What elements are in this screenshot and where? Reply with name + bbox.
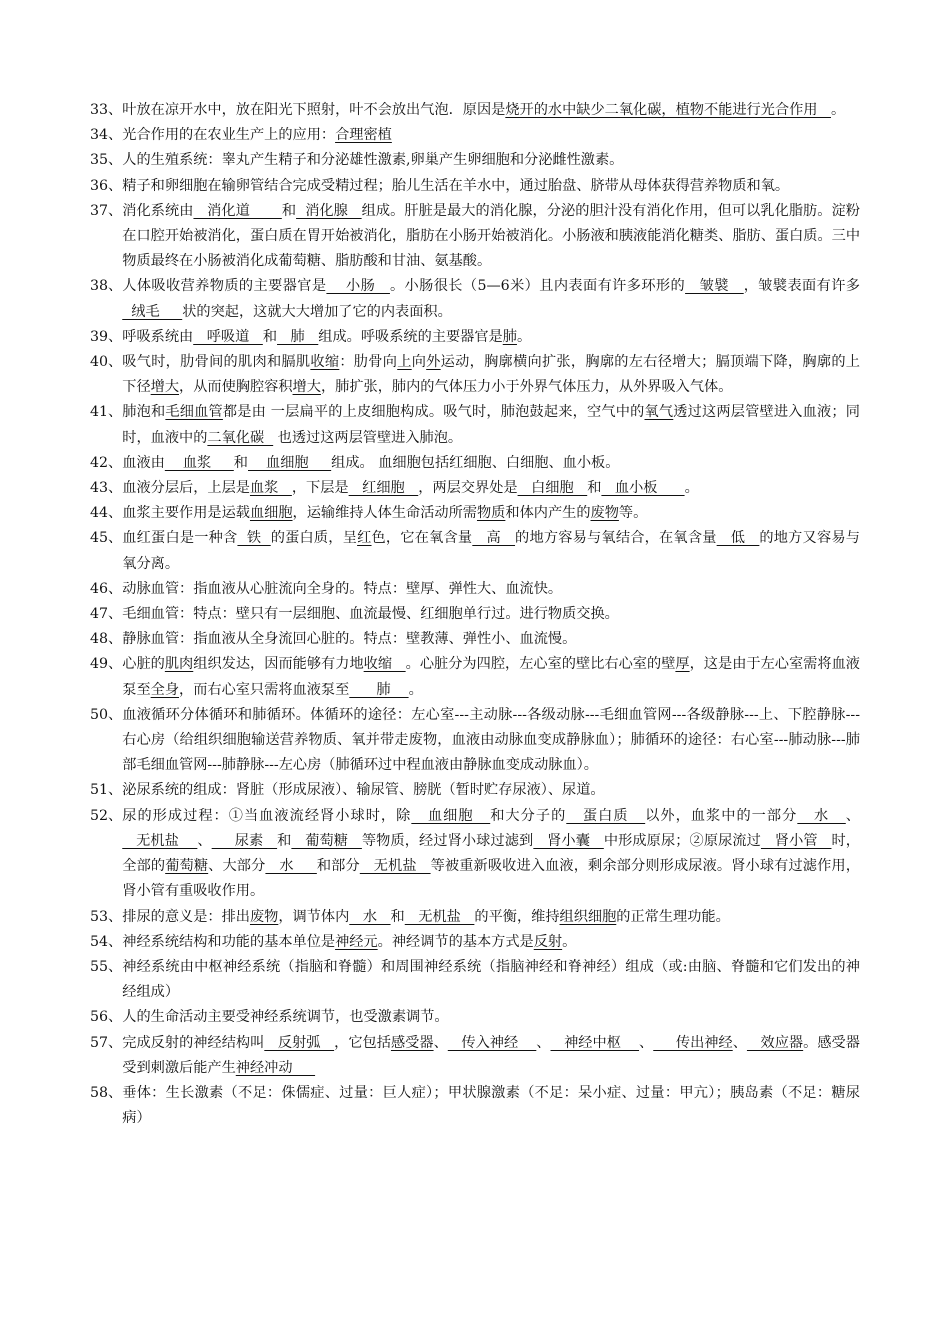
- text-segment: 。: [684, 480, 699, 497]
- item-text: [122, 955, 860, 1005]
- list-item: [90, 476, 860, 501]
- text-segment: ，两层交界处是: [418, 480, 518, 497]
- item-number: 53、: [90, 908, 123, 925]
- underlined-answer: 水: [349, 908, 391, 925]
- text-segment: 和大分子的: [490, 807, 567, 824]
- item-text: [122, 350, 860, 400]
- list-item: [90, 1031, 860, 1081]
- item-text: [122, 577, 860, 602]
- list-item: [90, 350, 860, 400]
- list-item: [90, 627, 860, 652]
- list-item: [90, 325, 860, 350]
- item-text: [122, 476, 860, 501]
- text-segment: 人的生命活动主要受神经系统调节，也受激素调节。: [122, 1009, 449, 1026]
- item-number: 43、: [90, 480, 123, 497]
- text-segment: 动脉血管：指血液从心脏流向全身的。特点：壁厚、弹性大、血流快。: [122, 580, 563, 597]
- text-segment: ，从而使胸腔容积: [179, 379, 293, 396]
- underlined-answer: 低: [716, 530, 760, 547]
- list-item: [90, 703, 860, 779]
- text-segment: 毛细血管：特点：壁只有一层细胞、血流最慢、红细胞单行过。进行物质交换。: [122, 606, 619, 623]
- item-number: 51、: [90, 782, 123, 799]
- text-segment: 时，全部的: [122, 832, 860, 875]
- text-segment: 等被重新吸收进入血液，剩余部分则形成尿液。肾小球有过滤作用，肾小管有重吸收作用。: [122, 858, 860, 900]
- item-text: [122, 174, 860, 199]
- underlined-answer: 厚: [675, 656, 690, 673]
- item-number: 50、: [90, 706, 123, 723]
- text-segment: 。小肠很长（5—6米）且内表面有许多环形的: [389, 278, 686, 295]
- underlined-answer: 传入神经: [447, 1034, 537, 1051]
- text-segment: 运动，胸廓横向扩张，胸廓的左右径增大；膈顶端下降，胸廓的上下径: [122, 354, 860, 396]
- text-segment: 。神经调节的基本方式是: [377, 933, 534, 950]
- item-number: 48、: [90, 631, 123, 648]
- underlined-answer: 肺: [349, 681, 409, 698]
- list-item: [90, 955, 860, 1005]
- underlined-answer: 水: [265, 858, 317, 875]
- underlined-answer: 血细胞: [248, 454, 332, 471]
- text-segment: 和: [277, 832, 292, 849]
- underlined-answer: 血浆: [164, 454, 234, 471]
- underlined-answer: 神经中枢: [550, 1034, 640, 1051]
- item-number: 47、: [90, 606, 123, 623]
- item-number: 38、: [90, 278, 123, 295]
- underlined-answer: 无机盐: [404, 908, 475, 925]
- text-segment: 等。: [618, 505, 648, 522]
- underlined-answer: 增大: [292, 379, 321, 396]
- underlined-answer: 皱襞: [685, 278, 744, 295]
- underlined-answer: 增大: [150, 379, 180, 396]
- list-item: [90, 123, 860, 148]
- item-text: [122, 602, 860, 627]
- underlined-answer: 无机盐: [359, 858, 431, 875]
- underlined-answer: 合理密植: [335, 127, 392, 144]
- underlined-answer: 肺: [502, 328, 517, 345]
- text-segment: 。心脏分为四腔，左心室的壁比右心室的壁: [405, 656, 676, 673]
- text-segment: 泌尿系统的组成：肾脏（形成尿液）、输尿管、膀胱（暂时贮存尿液）、尿道。: [122, 782, 605, 799]
- item-number: 56、: [90, 1009, 123, 1026]
- text-segment: 组成。肝脏是最大的消化腺，分泌的胆汁没有消化作用，但可以乳化脂肪。淀粉在口腔开始被消化，蛋白质在胃开始被消化，脂肪在小肠开始被消化。小肠液和胰液能消化糖类、脂肪、蛋白质。三中物质最终在小肠被消化成葡萄糖、脂肪酸和甘油、氨基酸。: [122, 202, 861, 270]
- item-number: 54、: [90, 933, 123, 950]
- text-segment: 、: [732, 1034, 747, 1051]
- text-segment: ，而右心室只需将血液泵至: [179, 681, 350, 698]
- underlined-answer: 绒毛: [122, 303, 183, 320]
- text-segment: 、: [536, 1034, 551, 1051]
- item-text: [122, 274, 860, 324]
- text-segment: 血液循环分体循环和肺循环。体循环的途径：左心室---主动脉---各级动脉---毛细血管网---各级静脉---上、下腔静脉---右心房（给组织细胞输送营养物质、氧并带走废物，血液由动脉血变成静脉血）；肺循环的途径：右心室---肺动脉---肺部毛细血管网---肺静脉---左心房（肺循环过中程血液由静脉血变成动脉血）。: [122, 706, 860, 774]
- text-segment: 。: [562, 933, 577, 950]
- text-segment: 。: [408, 681, 423, 698]
- text-segment: 的正常生理功能。: [616, 908, 730, 925]
- document-page: [90, 98, 860, 1131]
- text-segment: 和: [587, 480, 602, 497]
- text-segment: ，肺扩张，肺内的气体压力小于外界气体压力，从外界吸入气体。: [320, 379, 733, 396]
- text-segment: 、大部分: [208, 858, 266, 875]
- text-segment: ：肋骨向: [339, 354, 398, 371]
- text-segment: ，这是由于左心室需将血液泵至: [122, 656, 860, 698]
- item-number: 52、: [90, 807, 123, 824]
- list-item: [90, 98, 860, 123]
- item-number: 36、: [90, 177, 123, 194]
- underlined-answer: 反射: [533, 933, 563, 950]
- item-number: 45、: [90, 530, 123, 547]
- item-text: [122, 400, 860, 450]
- text-segment: 、: [433, 1034, 448, 1051]
- text-segment: 垂体：生长激素（不足：侏儒症、过量：巨人症）；甲状腺激素（不足：呆小症、过量：甲亢）；胰岛素（不足：糖尿病）: [122, 1084, 860, 1127]
- underlined-answer: 血细胞: [249, 505, 293, 522]
- underlined-answer: 铁: [237, 530, 271, 547]
- item-text: [122, 804, 860, 905]
- underlined-answer: 呼吸道: [193, 328, 263, 345]
- underlined-answer: 葡萄糖: [165, 858, 209, 875]
- item-number: 49、: [90, 656, 123, 673]
- item-text: [122, 148, 860, 173]
- text-segment: 的平衡，维持: [474, 908, 560, 925]
- list-item: [90, 905, 860, 930]
- text-segment: 人体吸收营养物质的主要器官是: [122, 278, 327, 295]
- list-item: [90, 804, 860, 905]
- text-segment: 也透过这两层管壁进入肺泡。: [273, 429, 463, 446]
- list-item: [90, 778, 860, 803]
- underlined-answer: 氧气: [644, 404, 674, 421]
- text-segment: 和: [262, 328, 278, 345]
- text-segment: 色，它在氧含量: [371, 530, 473, 547]
- text-segment: 尿的形成过程：①当血液流经肾小球时，除: [122, 807, 412, 824]
- item-text: [122, 123, 860, 148]
- item-text: [122, 501, 860, 526]
- underlined-answer: 烧开的水中缺少二氧化碳，植物不能进行光合作用: [505, 102, 831, 118]
- underlined-answer: 血浆: [249, 480, 292, 497]
- underlined-answer: 毛细血管: [165, 404, 223, 421]
- list-item: [90, 577, 860, 602]
- item-text: [122, 627, 860, 652]
- text-segment: 的地方又容易与氧分离。: [122, 530, 860, 572]
- text-segment: 组成。 血细胞包括红细胞、白细胞、血小板。: [331, 454, 620, 471]
- list-item: [90, 1005, 860, 1030]
- text-segment: 精子和卵细胞在输卵管结合完成受精过程；胎儿生活在羊水中，通过胎盘、脐带从母体获得营养物质和氧。: [122, 177, 790, 194]
- underlined-answer: 肌肉: [164, 656, 194, 673]
- item-text: [122, 451, 860, 476]
- item-number: 44、: [90, 505, 123, 522]
- underlined-answer: 二氧化碳: [207, 429, 274, 446]
- underlined-answer: 感受器: [390, 1034, 434, 1051]
- list-item: [90, 501, 860, 526]
- item-number: 40、: [90, 354, 123, 371]
- underlined-answer: 白细胞: [517, 480, 588, 497]
- text-segment: 和体内产生的: [505, 505, 591, 522]
- text-segment: 。: [516, 328, 532, 345]
- text-segment: 透过这两层管壁进入血液；同时，血液中的: [122, 404, 860, 446]
- list-item: [90, 148, 860, 173]
- text-segment: 组成。呼吸系统的主要器官是: [318, 328, 503, 345]
- text-segment: 肺泡和: [122, 404, 166, 421]
- underlined-answer: 肾小管: [760, 832, 832, 849]
- item-text: [122, 1031, 860, 1081]
- text-segment: ，皱襞表面有许多: [743, 278, 860, 295]
- text-segment: ，调节体内: [278, 908, 350, 925]
- item-text: [122, 98, 860, 123]
- text-segment: 消化系统由: [122, 202, 194, 219]
- text-segment: 等物质，经过肾小球过滤到: [361, 832, 534, 849]
- item-number: 37、: [90, 202, 123, 219]
- underlined-answer: 效应器: [746, 1034, 804, 1051]
- underlined-answer: 肾小囊: [533, 832, 604, 849]
- item-number: 35、: [90, 152, 123, 169]
- text-segment: 以外，血浆中的一部分: [645, 807, 798, 824]
- underlined-answer: 红: [357, 530, 372, 547]
- text-segment: 叶放在凉开水中，放在阳光下照射，叶不会放出气泡．原因是: [122, 102, 506, 118]
- item-text: [122, 703, 860, 779]
- underlined-answer: 消化腺: [296, 202, 362, 219]
- text-segment: 血红蛋白是一种含: [122, 530, 238, 547]
- item-text: [122, 199, 860, 275]
- underlined-answer: 肺: [277, 328, 319, 345]
- item-number: 41、: [90, 404, 123, 421]
- item-text: [122, 325, 860, 350]
- list-item: [90, 652, 860, 702]
- text-segment: 和: [390, 908, 405, 925]
- item-text: [122, 526, 860, 576]
- text-segment: 的地方容易与氧结合，在氧含量: [515, 530, 717, 547]
- underlined-answer: 蛋白质: [566, 807, 646, 824]
- text-segment: 组织发达，因而能够有力地: [193, 656, 364, 673]
- item-text: [122, 905, 860, 930]
- text-segment: 和: [233, 454, 248, 471]
- list-item: [90, 274, 860, 324]
- underlined-answer: 血细胞: [411, 807, 491, 824]
- text-segment: 和部分: [316, 858, 360, 875]
- item-number: 42、: [90, 454, 123, 471]
- text-segment: 的蛋白质，呈: [270, 530, 358, 547]
- item-text: [122, 930, 860, 955]
- underlined-answer: 小肠: [326, 278, 390, 295]
- text-segment: 血浆主要作用是运载: [122, 505, 250, 522]
- list-item: [90, 400, 860, 450]
- item-number: 58、: [90, 1084, 123, 1101]
- list-item: [90, 526, 860, 576]
- text-segment: 人的生殖系统：睾丸产生精子和分泌雄性激素,卵巢产生卵细胞和分泌雌性激素。: [122, 152, 624, 169]
- item-number: 55、: [90, 958, 123, 975]
- underlined-answer: 葡萄糖: [291, 832, 362, 849]
- item-text: [122, 652, 860, 702]
- list-item: [90, 602, 860, 627]
- underlined-answer: 废物: [590, 505, 619, 522]
- item-number: 33、: [90, 102, 123, 118]
- list-item: [90, 174, 860, 199]
- text-segment: 状的突起，这就大大增加了它的内表面积。: [182, 303, 452, 320]
- text-segment: 呼吸系统由: [122, 328, 194, 345]
- text-segment: 、: [197, 832, 212, 849]
- underlined-answer: 高: [472, 530, 516, 547]
- text-segment: 血液由: [122, 454, 165, 471]
- text-segment: 排尿的意义是：排出: [122, 908, 250, 925]
- item-number: 46、: [90, 580, 123, 597]
- text-segment: 。感受器受到刺激后能产生: [122, 1034, 860, 1076]
- underlined-answer: 全身: [150, 681, 180, 698]
- underlined-answer: 无机盐: [122, 832, 198, 849]
- text-segment: 静脉血管：指血液从全身流回心脏的。特点：壁教薄、弹性小、血流慢。: [122, 631, 577, 648]
- item-number: 57、: [90, 1034, 123, 1051]
- text-segment: 心脏的: [122, 656, 165, 673]
- underlined-answer: 组织细胞: [559, 908, 617, 925]
- item-number: 34、: [90, 127, 123, 144]
- text-segment: 光合作用的在农业生产上的应用：: [122, 127, 336, 144]
- item-text: [122, 1081, 860, 1131]
- text-segment: ，运输维持人体生命活动所需: [292, 505, 477, 522]
- text-segment: 完成反射的神经结构叫: [122, 1034, 265, 1051]
- underlined-answer: 神经元: [335, 933, 378, 950]
- list-item: [90, 1081, 860, 1131]
- text-segment: 、: [845, 807, 860, 824]
- text-segment: 、: [639, 1034, 654, 1051]
- item-text: [122, 1005, 860, 1030]
- underlined-answer: 收缩: [310, 354, 340, 371]
- underlined-answer: 尿素: [211, 832, 278, 849]
- text-segment: 吸气时，肋骨间的肌肉和膈肌: [122, 354, 311, 371]
- item-text: [122, 778, 860, 803]
- underlined-answer: 红细胞: [348, 480, 419, 497]
- list-item: [90, 930, 860, 955]
- underlined-answer: 消化道: [193, 202, 282, 219]
- underlined-answer: 物质: [476, 505, 506, 522]
- text-segment: ，它包括: [334, 1034, 391, 1051]
- text-segment: 中形成原尿；②原尿流过: [603, 832, 761, 849]
- underlined-answer: 上: [397, 354, 412, 371]
- underlined-answer: 传出神经: [653, 1034, 733, 1051]
- text-segment: 神经系统结构和功能的基本单位是: [122, 933, 336, 950]
- text-segment: 和: [281, 202, 297, 219]
- text-segment: 向: [411, 354, 427, 371]
- item-number: 39、: [90, 328, 123, 345]
- underlined-answer: 反射弧: [264, 1034, 335, 1051]
- text-segment: 血液分层后，上层是: [122, 480, 250, 497]
- underlined-answer: 神经冲动: [235, 1059, 316, 1076]
- text-segment: 。: [830, 102, 846, 118]
- underlined-answer: 外: [426, 354, 441, 371]
- underlined-answer: 血小板: [601, 480, 685, 497]
- text-segment: ，下层是: [291, 480, 349, 497]
- list-item: [90, 451, 860, 476]
- underlined-answer: 水: [797, 807, 846, 824]
- list-item: [90, 199, 860, 275]
- text-segment: 神经系统由中枢神经系统（指脑和脊髓）和周围神经系统（指脑神经和脊神经）组成（或:由脑、脊髓和它们发出的神经组成）: [122, 958, 860, 1001]
- underlined-answer: 收缩: [363, 656, 406, 673]
- underlined-answer: 废物: [249, 908, 279, 925]
- text-segment: 都是由 一层扁平的上皮细胞构成。吸气时，肺泡鼓起来，空气中的: [222, 404, 645, 421]
